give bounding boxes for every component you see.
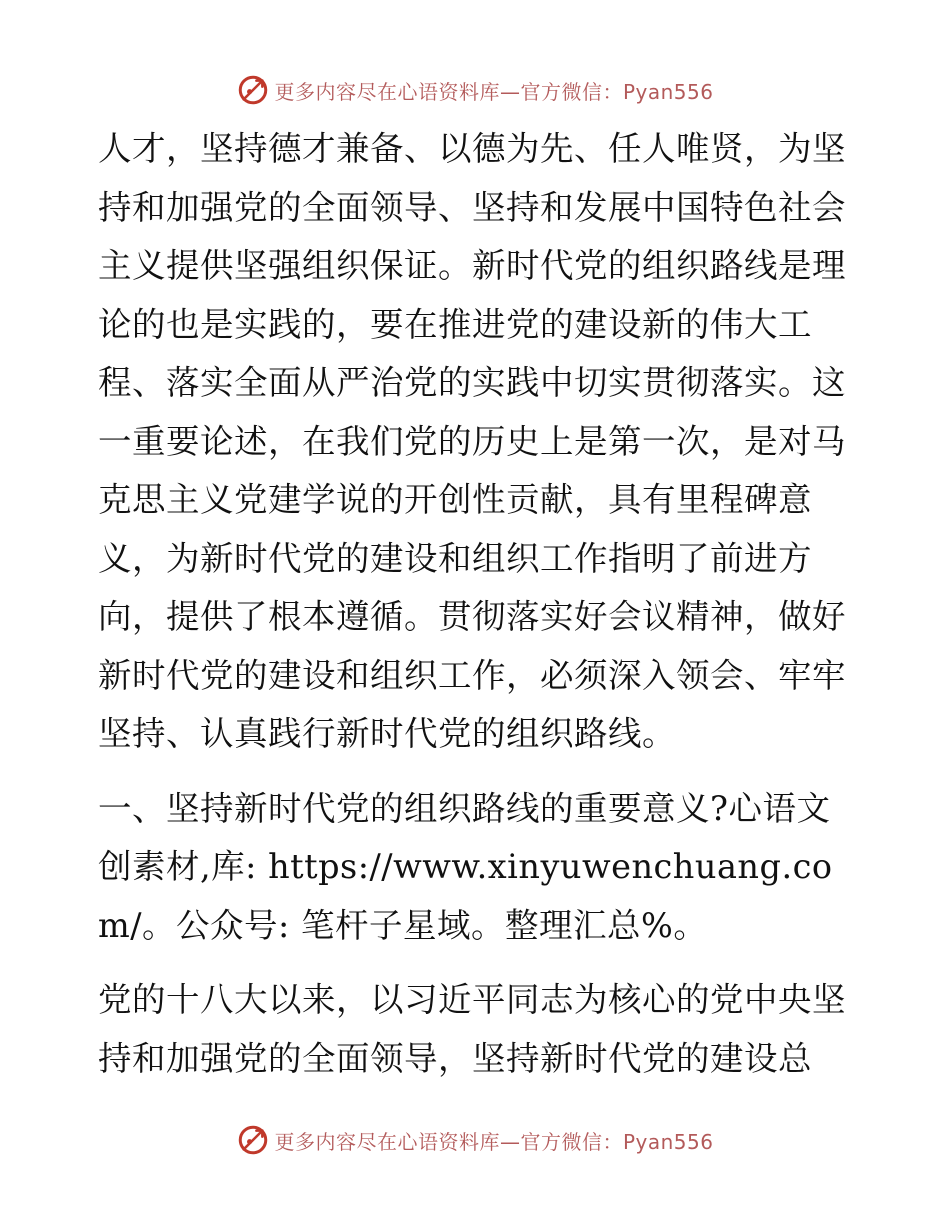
document-body bbox=[98, 120, 858, 1088]
header-watermark-text: 更多内容尽在心语资料库—官方微信：Pyan556 bbox=[274, 79, 714, 104]
footer-watermark-text: 更多内容尽在心语资料库—官方微信：Pyan556 bbox=[274, 1129, 714, 1154]
section-heading-paragraph: 一、坚持新时代党的组织路线的重要意义?心语文创素材,库: https://www.xinyuwenchuang.com/。公众号: 笔杆子星域。整理汇总%。 bbox=[98, 788, 833, 945]
brand-logo-icon bbox=[236, 73, 270, 107]
footer-watermark-banner bbox=[0, 1120, 950, 1160]
header-watermark-banner bbox=[0, 70, 950, 110]
brand-logo-icon bbox=[236, 1123, 270, 1157]
body-paragraph-1: 人才，坚持德才兼备、以德为先、任人唯贤，为坚持和加强党的全面领导、坚持和发展中国特色社会主义提供坚强组织保证。新时代党的组织路线是理论的也是实践的，要在推进党的建设新的伟大工程、落实全面从严治党的实践中切实贯彻落实。这一重要论述，在我们党的历史上是第一次，是对马克思主义党建学说的开创性贡献，具有里程碑意义，为新时代党的建设和组织工作指明了前进方向，提供了根本遵循。贯彻落实好会议精神，做好新时代党的建设和组织工作，必须深入领会、牢牢坚持、认真践行新时代党的组织路线。 bbox=[98, 129, 846, 753]
body-paragraph-3: 党的十八大以来，以习近平同志为核心的党中央坚持和加强党的全面领导，坚持新时代党的建设总 bbox=[98, 980, 846, 1078]
